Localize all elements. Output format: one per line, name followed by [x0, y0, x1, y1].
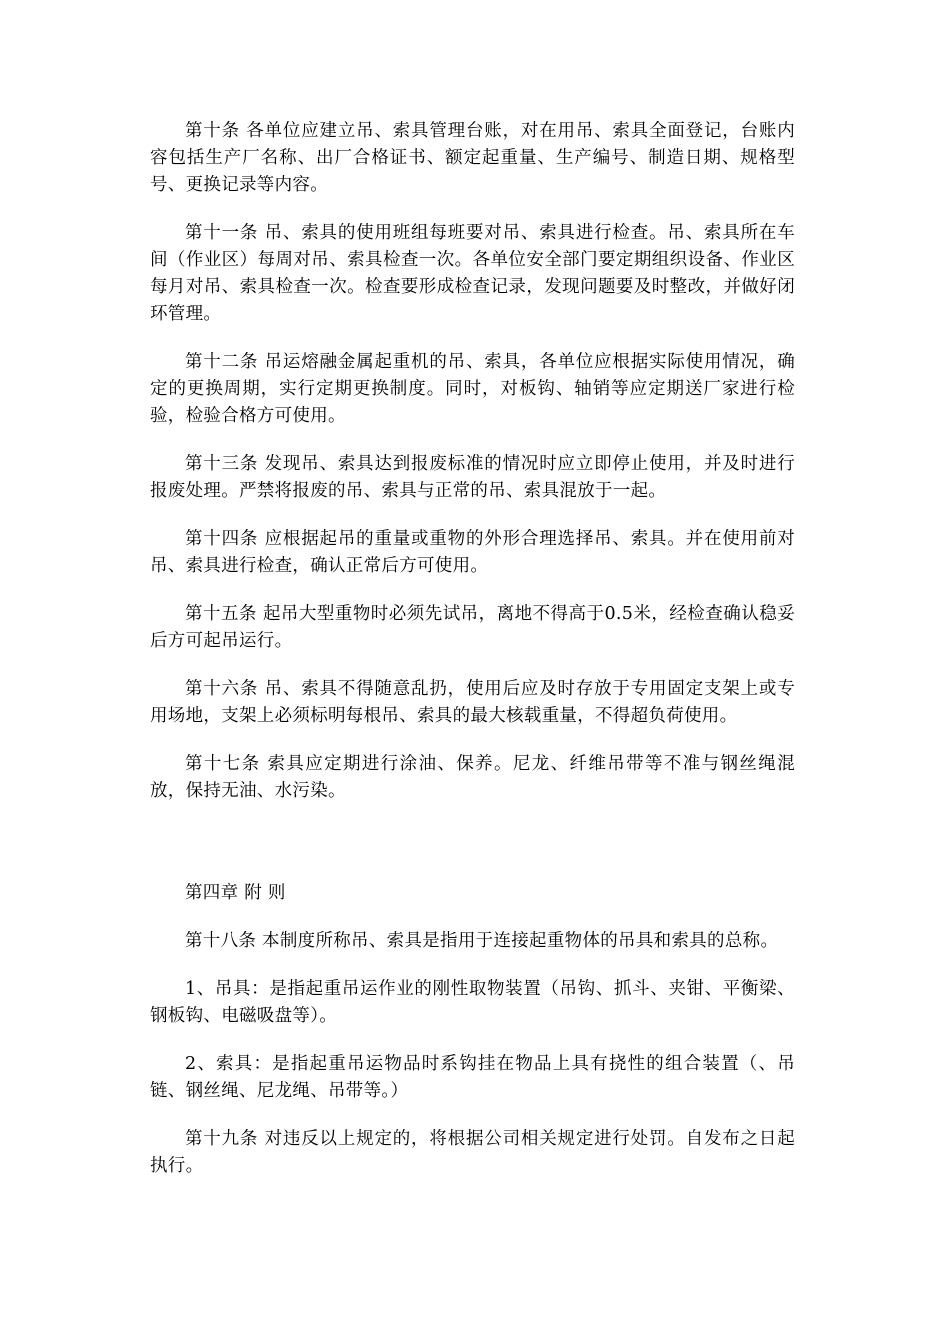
document-body	[150, 118, 795, 1201]
chapter-spacer	[150, 826, 795, 880]
article-15: 第十五条 起吊大型重物时必须先试吊，离地不得高于0.5米，经检查确认稳妥后方可起吊运行。	[150, 604, 795, 651]
article-14: 第十四条 应根据起吊的重量或重物的外形合理选择吊、索具。并在使用前对吊、索具进行检查，确认正常后方可使用。	[150, 529, 795, 576]
article-12: 第十二条 吊运熔融金属起重机的吊、索具，各单位应根据实际使用情况，确定的更换周期，实行定期更换制度。同时，对板钩、轴销等应定期送厂家进行检验，检验合格方可使用。	[150, 352, 795, 426]
article-17: 第十七条 索具应定期进行涂油、保养。尼龙、纤维吊带等不准与钢丝绳混放，保持无油、水污染。	[150, 754, 795, 801]
article-18: 第十八条 本制度所称吊、索具是指用于连接起重物体的吊具和索具的总称。	[185, 931, 779, 951]
chapter-4-heading: 第四章 附 则	[185, 883, 286, 903]
definition-rigging: 2、索具：是指起重吊运物品时系钩挂在物品上具有挠性的组合装置（、吊链、钢丝绳、尼龙绳、吊带等。）	[150, 1054, 795, 1101]
article-11: 第十一条 吊、索具的使用班组每班要对吊、索具进行检查。吊、索具所在车间（作业区）每周对吊、索具检查一次。各单位安全部门要定期组织设备、作业区每月对吊、索具检查一次。检查要形成检查记录，发现问题要及时整改，并做好闭环管理。	[150, 223, 795, 324]
article-13: 第十三条 发现吊、索具达到报废标准的情况时应立即停止使用，并及时进行报废处理。严禁将报废的吊、索具与正常的吊、索具混放于一起。	[150, 454, 795, 501]
article-16: 第十六条 吊、索具不得随意乱扔，使用后应及时存放于专用固定支架上或专用场地，支架上必须标明每根吊、索具的最大核载重量，不得超负荷使用。	[150, 679, 795, 726]
article-10: 第十条 各单位应建立吊、索具管理台账，对在用吊、索具全面登记，台账内容包括生产厂名称、出厂合格证书、额定起重量、生产编号、制造日期、规格型号、更换记录等内容。	[150, 121, 795, 195]
definition-lifting-device: 1、吊具：是指起重吊运作业的刚性取物装置（吊钩、抓斗、夹钳、平衡梁、钢板钩、电磁吸盘等）。	[150, 979, 795, 1026]
article-19: 第十九条 对违反以上规定的，将根据公司相关规定进行处罚。自发布之日起执行。	[150, 1129, 795, 1176]
